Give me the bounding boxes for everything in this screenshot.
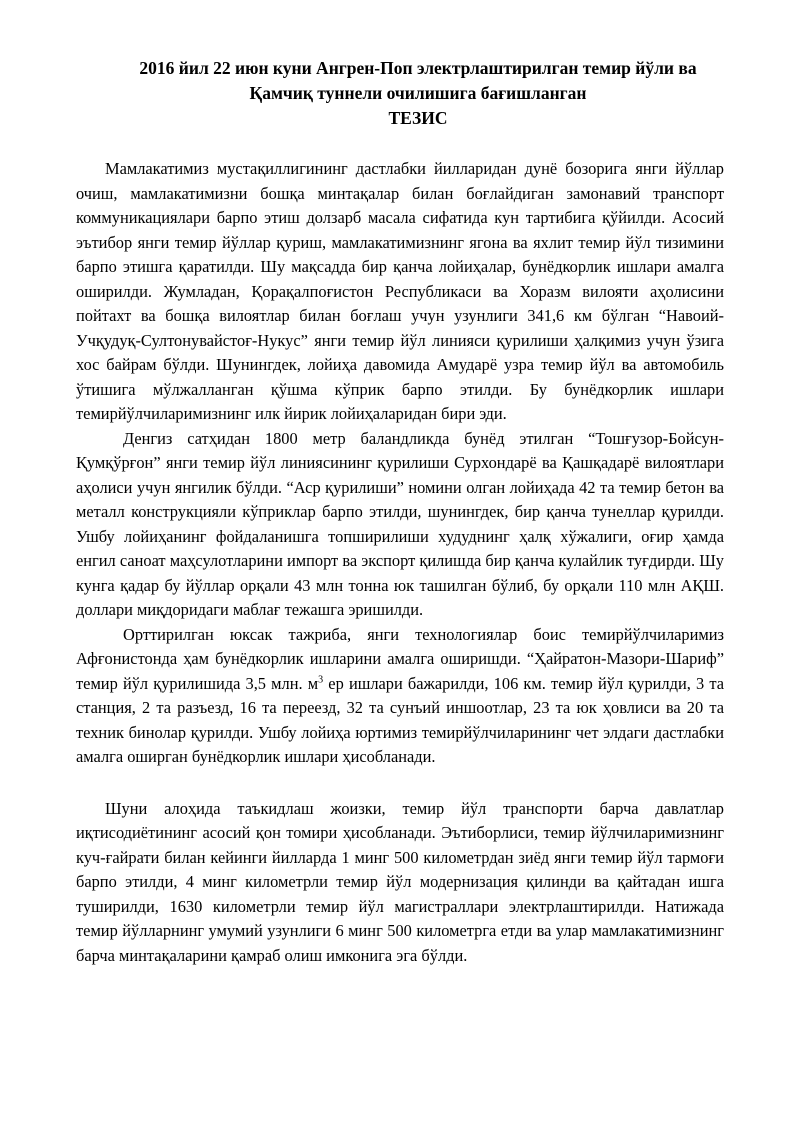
document-page: [76, 56, 724, 968]
paragraph-3: [76, 623, 724, 770]
paragraph-3-text-a: Орттирилган юксак тажриба, янги технологиялар боис темирйўлчиларимиз Афғонистонда ҳам бунёдкорлик ишларини амалга оширишди. “Ҳайратон-Мазори-Шариф” темир йўл қурилишида 3,5 млн. м: [76, 624, 724, 693]
paragraph-3-text-b: ер ишлари бажарилди, 106 км. темир йўл қурилди, 3 та станция, 2 та разъезд, 16 та переезд, 32 та сунъий иншоотлар, 23 та юк ҳовлиси ва 20 та техник бинолар қурилди. Ушбу лойиҳа юртимиз темирйўлчиларининг чет элдаги дастлабки амалга оширган бунёдкорлик ишлари ҳисобланади.: [76, 673, 724, 766]
paragraph-1: Мамлакатимиз мустақиллигининг дастлабки йилларидан дунё бозорига янги йўллар очиш, мамлакатимизни бошқа минтақалар билан боғлайдиган замонавий транспорт коммуникациялари барпо этиш долзарб масала сифатида кун тартибига қўйилди. Асосий эътибор янги темир йўллар қуриш, мамлакатимизнинг ягона ва яхлит темир йўл тизимини барпо этишга қаратилди. Шу мақсадда бир қанча лойиҳалар, бунёдкорлик ишлари амалга оширилди. Жумладан, Қорақалпоғистон Республикаси ва Хоразм вилояти аҳолисини пойтахт ва бошқа вилоятлар билан боғлаш учун узунлиги 341,6 км бўлган “Навоий-Учқудуқ-Султонувайстоғ-Нукус” янги темир йўл линияси қурилиши ҳалқимиз учун ўзига хос байрам бўлди. Шунингдек, лойиҳа давомида Амударё узра темир йўл ва автомобиль ўтишига мўлжалланган қўшма кўприк барпо этилди. Бу бунёдкорлик ишлари темирйўлчиларимизнинг илк йирик лойиҳаларидан бири эди.: [76, 159, 724, 423]
document-title: [76, 56, 724, 106]
title-line-2: Қамчиқ туннели очилишига бағишланган: [249, 83, 587, 103]
thesis-heading: ТЕЗИС: [388, 108, 448, 128]
title-line-1: 2016 йил 22 июн куни Ангрен-Поп электрлаштирилган темир йўли ва: [139, 58, 697, 78]
paragraph-2: Денгиз сатҳидан 1800 метр баландликда бунёд этилган “Тошғузор-Бойсун-Қумқўрғон” янги темир йўл линиясининг қурилиши Сурхондарё ва Қашқадарё вилоятлари аҳолиси учун янгилик бўлди. “Аср қурилиши” номини олган лойиҳада 42 та темир бетон ва металл конструкцияли кўприклар барпо этилди, шунингдек, бир қанча тунеллар қурилди. Ушбу лойиҳанинг фойдаланишга топширилиши худуднинг ҳалқ хўжалиги, оғир ҳамда енгил саноат маҳсулотларини импорт ва экспорт қилишда бир қанча кулайлик туғдирди. Шу кунга қадар бу йўллар орқали 43 млн тонна юк ташилган бўлиб, бу орқали 110 млн АҚШ. доллари миқдоридаги маблағ тежашга эришилди.: [76, 428, 724, 619]
cubic-superscript: 3: [318, 674, 324, 686]
paragraph-4: Шуни алоҳида таъкидлаш жоизки, темир йўл транспорти барча давлатлар иқтисодиётининг асосий қон томири ҳисобланади. Эътиборлиси, темир йўлчиларимизнинг куч-ғайрати билан кейинги йилларда 1 минг 500 километрдан зиёд янги темир йўл тармоғи барпо этилди, 4 минг километрли темир йўл модернизация қилинди ва қайтадан ишга туширилди, 1630 километрли темир йўл магистраллари электрлаштирилди. Натижада темир йўлларнинг умумий узунлиги 6 минг 500 километрга етди ва улар мамлакатимизнинг барча минтақаларини қамраб олиш имконига эга бўлди.: [76, 798, 724, 965]
